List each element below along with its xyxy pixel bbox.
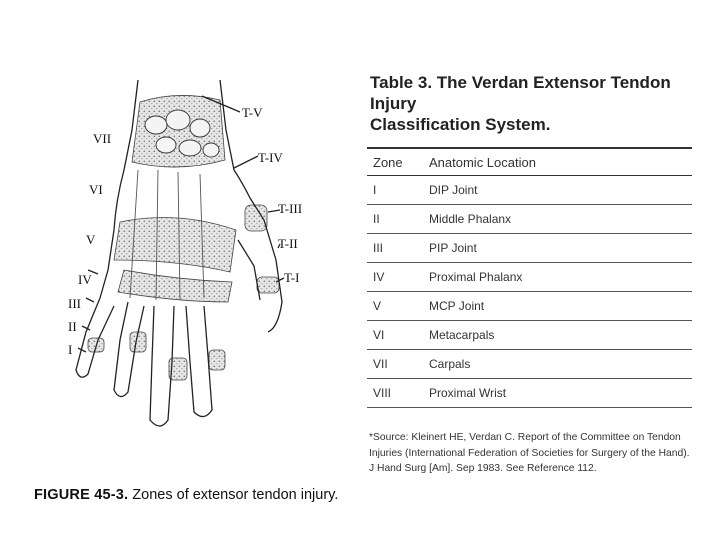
zone-label-t4: T-IV bbox=[258, 150, 283, 165]
location-cell: Proximal Wrist bbox=[423, 379, 692, 408]
table-title bbox=[370, 72, 692, 135]
source-line-2: Injuries (International Federation of Societies for Surgery of the Hand). bbox=[369, 447, 690, 459]
classification-table-panel bbox=[367, 72, 692, 477]
figure-caption bbox=[34, 487, 354, 503]
zone-label-ii: II bbox=[68, 319, 77, 334]
source-line-3: J Hand Surg [Am]. Sep 1983. See Reference 112. bbox=[369, 463, 597, 474]
hand-illustration bbox=[28, 70, 348, 515]
table-row bbox=[367, 205, 692, 234]
zone-label-vii: VII bbox=[93, 131, 112, 146]
zone-cell: II bbox=[367, 205, 423, 234]
table-row bbox=[367, 263, 692, 292]
iii-pointer bbox=[86, 298, 94, 302]
carpal-bone bbox=[203, 143, 219, 157]
carpal-bone bbox=[190, 119, 210, 137]
table-row bbox=[367, 176, 692, 205]
location-cell: Proximal Phalanx bbox=[423, 263, 692, 292]
location-cell: Metacarpals bbox=[423, 321, 692, 350]
zone-label-iv: IV bbox=[78, 272, 92, 287]
header-anatomic-location: Anatomic Location bbox=[423, 149, 692, 176]
thumb-t3-band bbox=[245, 205, 267, 231]
zone-label-iii: III bbox=[68, 296, 81, 311]
figure-caption-number: FIGURE 45-3. bbox=[34, 487, 129, 503]
table-header-row bbox=[367, 149, 692, 176]
table-title-line-1: Table 3. The Verdan Extensor Tendon Injury bbox=[370, 73, 671, 113]
thumb-inner-edge bbox=[238, 240, 260, 300]
zone-cell: VI bbox=[367, 321, 423, 350]
zone-cell: III bbox=[367, 234, 423, 263]
zone-cell: VIII bbox=[367, 379, 423, 408]
zone-cell: I bbox=[367, 176, 423, 205]
location-cell: PIP Joint bbox=[423, 234, 692, 263]
zone-label-v: V bbox=[86, 232, 96, 247]
location-cell: Carpals bbox=[423, 350, 692, 379]
table-title-line-2: Classification System. bbox=[370, 115, 551, 134]
carpal-bone bbox=[166, 110, 190, 130]
table-row bbox=[367, 292, 692, 321]
zone-label-t1: T-I bbox=[284, 270, 300, 285]
ring-finger-pip-band bbox=[209, 350, 225, 370]
zone-cell: V bbox=[367, 292, 423, 321]
location-cell: DIP Joint bbox=[423, 176, 692, 205]
zone-label-t5: T-V bbox=[242, 105, 263, 120]
thumb-outer-edge bbox=[234, 170, 282, 332]
table-source-note bbox=[369, 430, 692, 477]
zone-cell: VII bbox=[367, 350, 423, 379]
zone-label-i: I bbox=[68, 342, 73, 357]
table-row bbox=[367, 379, 692, 408]
figure-caption-text: Zones of extensor tendon injury. bbox=[132, 487, 339, 503]
hand-zones-figure bbox=[28, 70, 348, 515]
location-cell: MCP Joint bbox=[423, 292, 692, 321]
carpal-bone bbox=[145, 116, 167, 134]
zone-cell: IV bbox=[367, 263, 423, 292]
zone-label-t2: T-II bbox=[278, 236, 298, 251]
carpal-bone bbox=[156, 137, 176, 153]
table-row bbox=[367, 350, 692, 379]
carpal-bone bbox=[179, 140, 201, 156]
source-line-1: *Source: Kleinert HE, Verdan C. Report of the Committee on Tendon bbox=[369, 432, 681, 443]
location-cell: Middle Phalanx bbox=[423, 205, 692, 234]
classification-table bbox=[367, 149, 692, 408]
zone-label-vi: VI bbox=[89, 182, 103, 197]
table-row bbox=[367, 234, 692, 263]
table-row bbox=[367, 321, 692, 350]
t4-pointer bbox=[234, 156, 258, 168]
zone-iv-band bbox=[118, 270, 232, 302]
index-finger-outline bbox=[186, 306, 212, 417]
thumb-t1-band bbox=[257, 277, 279, 293]
zone-label-t3: T-III bbox=[278, 201, 303, 216]
header-zone: Zone bbox=[367, 149, 423, 176]
